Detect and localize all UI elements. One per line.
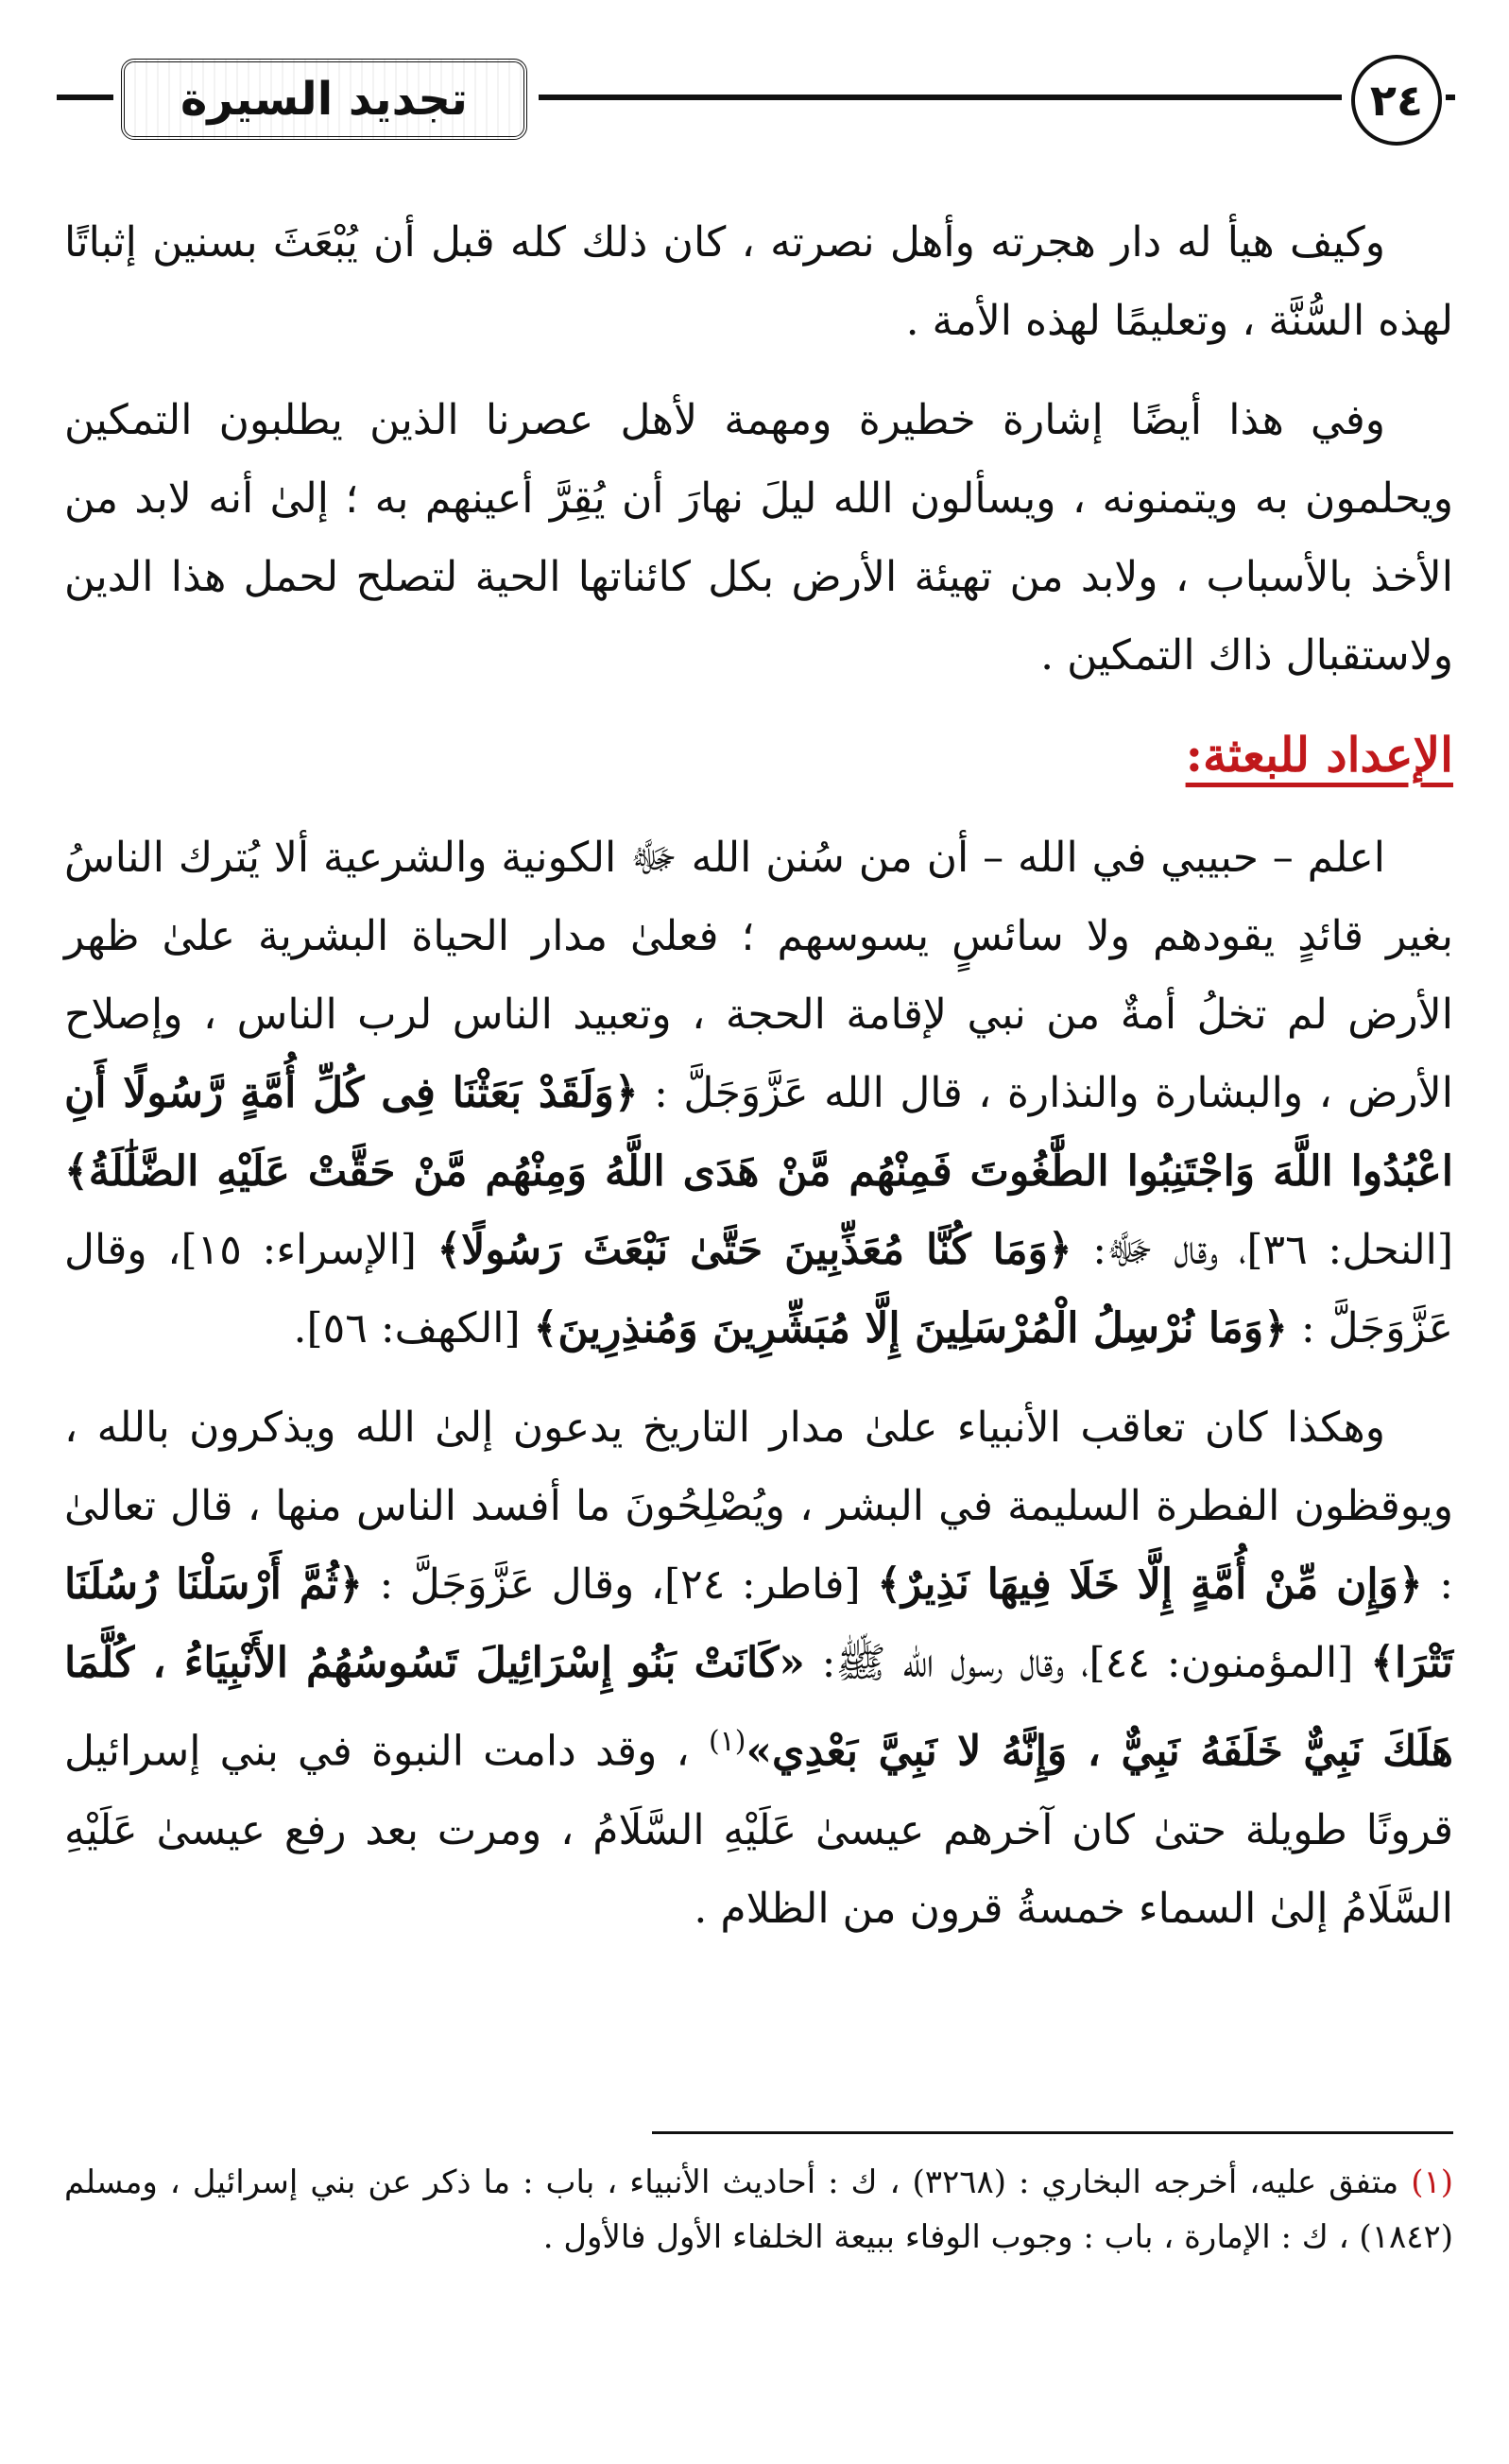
footnote-reference[interactable]: (١)	[708, 1725, 746, 1758]
header-rule-left	[57, 95, 113, 100]
paragraph-3-text-c: [الإسراء: ١٥]، وقال عَزَّوَجَلَّ :	[64, 1226, 1453, 1353]
footnote-divider	[652, 2131, 1453, 2134]
paragraph-3-text-b: [النحل: ٣٦]، وقال ﷻ:	[1092, 1226, 1454, 1274]
footnote	[64, 2155, 1453, 2265]
quran-verse-2: ﴿وَمَا كُنَّا مُعَذِّبِينَ حَتَّىٰ نَبْعَثَ رَسُولًا﴾	[437, 1226, 1072, 1274]
paragraph-4-text-d: ، وقد دامت النبوة في بني إسرائيل قرونًا طويلة حتىٰ كان آخرهم عيسىٰ عَلَيْهِ السَّلَامُ ، ومرت بعد رفع عيسىٰ عَلَيْهِ السَّلَامُ إلىٰ السماء خمسةُ قرون من الظلام .	[64, 1727, 1453, 1933]
paragraph-2: وفي هذا أيضًا إشارة خطيرة ومهمة لأهل عصرنا الذين يطلبون التمكين ويحلمون به ويتمنونه ، ويسألون الله ليلَ نهارَ أن يُقِرَّ أعينهم به ؛ إلىٰ أنه لابد من الأخذ بالأسباب ، ولابد من تهيئة الأرض بكل كائناتها الحية لتصلح لحمل هذا الدين ولاستقبال ذاك التمكين .	[64, 396, 1453, 680]
header-rule-right	[1446, 95, 1455, 100]
section-heading: الإعداد للبعثة:	[1185, 727, 1453, 783]
paragraph-4-text-c: [المؤمنون: ٤٤]، وقال رسول الله ﷺ:	[821, 1639, 1354, 1687]
quran-verse-5: ﴿ثُمَّ أَرْسَلْنَا رُسُلَنَا تَتْرَا﴾	[64, 1560, 1453, 1687]
page-header	[57, 55, 1455, 149]
paragraph-4-text-a: وهكذا كان تعاقب الأنبياء علىٰ مدار التاريخ يدعون إلىٰ الله ويذكرون بالله ، ويوقظون الفطرة السليمة في البشر ، ويُصْلِحُونَ ما أفسد الناس منها ، قال تعالىٰ :	[64, 1404, 1454, 1609]
footnote-number: (١)	[1411, 2163, 1453, 2201]
page-body	[64, 203, 1453, 1969]
book-title: تجديد السيرة	[121, 59, 527, 140]
paragraph-4	[64, 1388, 1453, 1948]
header-rule-middle	[539, 95, 1342, 100]
footnote-text: متفق عليه، أخرجه البخاري : (٣٢٦٨) ، ك : أحاديث الأنبياء ، باب : ما ذكر عن بني إسرائيل ، ومسلم (١٨٤٢) ، ك : الإمارة ، باب : وجوب الوفاء ببيعة الخلفاء الأول فالأول .	[64, 2163, 1453, 2256]
paragraph-3-text-a: اعلم – حبيبي في الله – أن من سُنن الله ﷻ الكونية والشرعية ألا يُترك الناسُ بغير قائدٍ يقودهم ولا سائسٍ يسوسهم ؛ فعلىٰ مدار الحياة البشرية علىٰ ظهر الأرض لم تخلُ أمةٌ من نبي لإقامة الحجة ، وتعبيد الناس لرب الناس ، وإصلاح الأرض ، والبشارة والنذارة ، قال الله عَزَّوَجَلَّ :	[64, 834, 1453, 1117]
paragraph-4-text-b: [فاطر: ٢٤]، وقال عَزَّوَجَلَّ :	[379, 1560, 861, 1609]
paragraph-3	[64, 818, 1453, 1368]
quran-verse-3: ﴿وَمَا نُرْسِلُ الْمُرْسَلِينَ إِلَّا مُبَشِّرِينَ وَمُنذِرِينَ﴾	[533, 1304, 1288, 1353]
paragraph-1: وكيف هيأ له دار هجرته وأهل نصرته ، كان ذلك كله قبل أن يُبْعَثَ بسنين إثباتًا لهذه السُّنَّة ، وتعليمًا لهذه الأمة .	[64, 218, 1453, 345]
quran-verse-1: ﴿وَلَقَدْ بَعَثْنَا فِى كُلِّ أُمَّةٍ رَّسُولًا أَنِ اعْبُدُوا اللَّهَ وَاجْتَنِبُوا الطَّٰغُوتَ فَمِنْهُم مَّنْ هَدَى اللَّهُ وَمِنْهُم مَّنْ حَقَّتْ عَلَيْهِ الضَّلَٰلَةُ﴾	[64, 1069, 1453, 1196]
quran-verse-4: ﴿وَإِن مِّنْ أُمَّةٍ إِلَّا خَلَا فِيهَا نَذِيرٌ﴾	[877, 1560, 1423, 1609]
hadith-quote: «كَانَتْ بَنُو إِسْرَائِيلَ تَسُوسُهُمُ الأَنْبِيَاءُ ، كُلَّمَا هَلَكَ نَبِيٌّ خَلَفَهُ نَبِيٌّ ، وَإِنَّهُ لا نَبِيَّ بَعْدِي»	[64, 1639, 1453, 1776]
paragraph-3-text-d: [الكهف: ٥٦].	[293, 1304, 521, 1353]
page-number: ٢٤	[1351, 55, 1442, 146]
